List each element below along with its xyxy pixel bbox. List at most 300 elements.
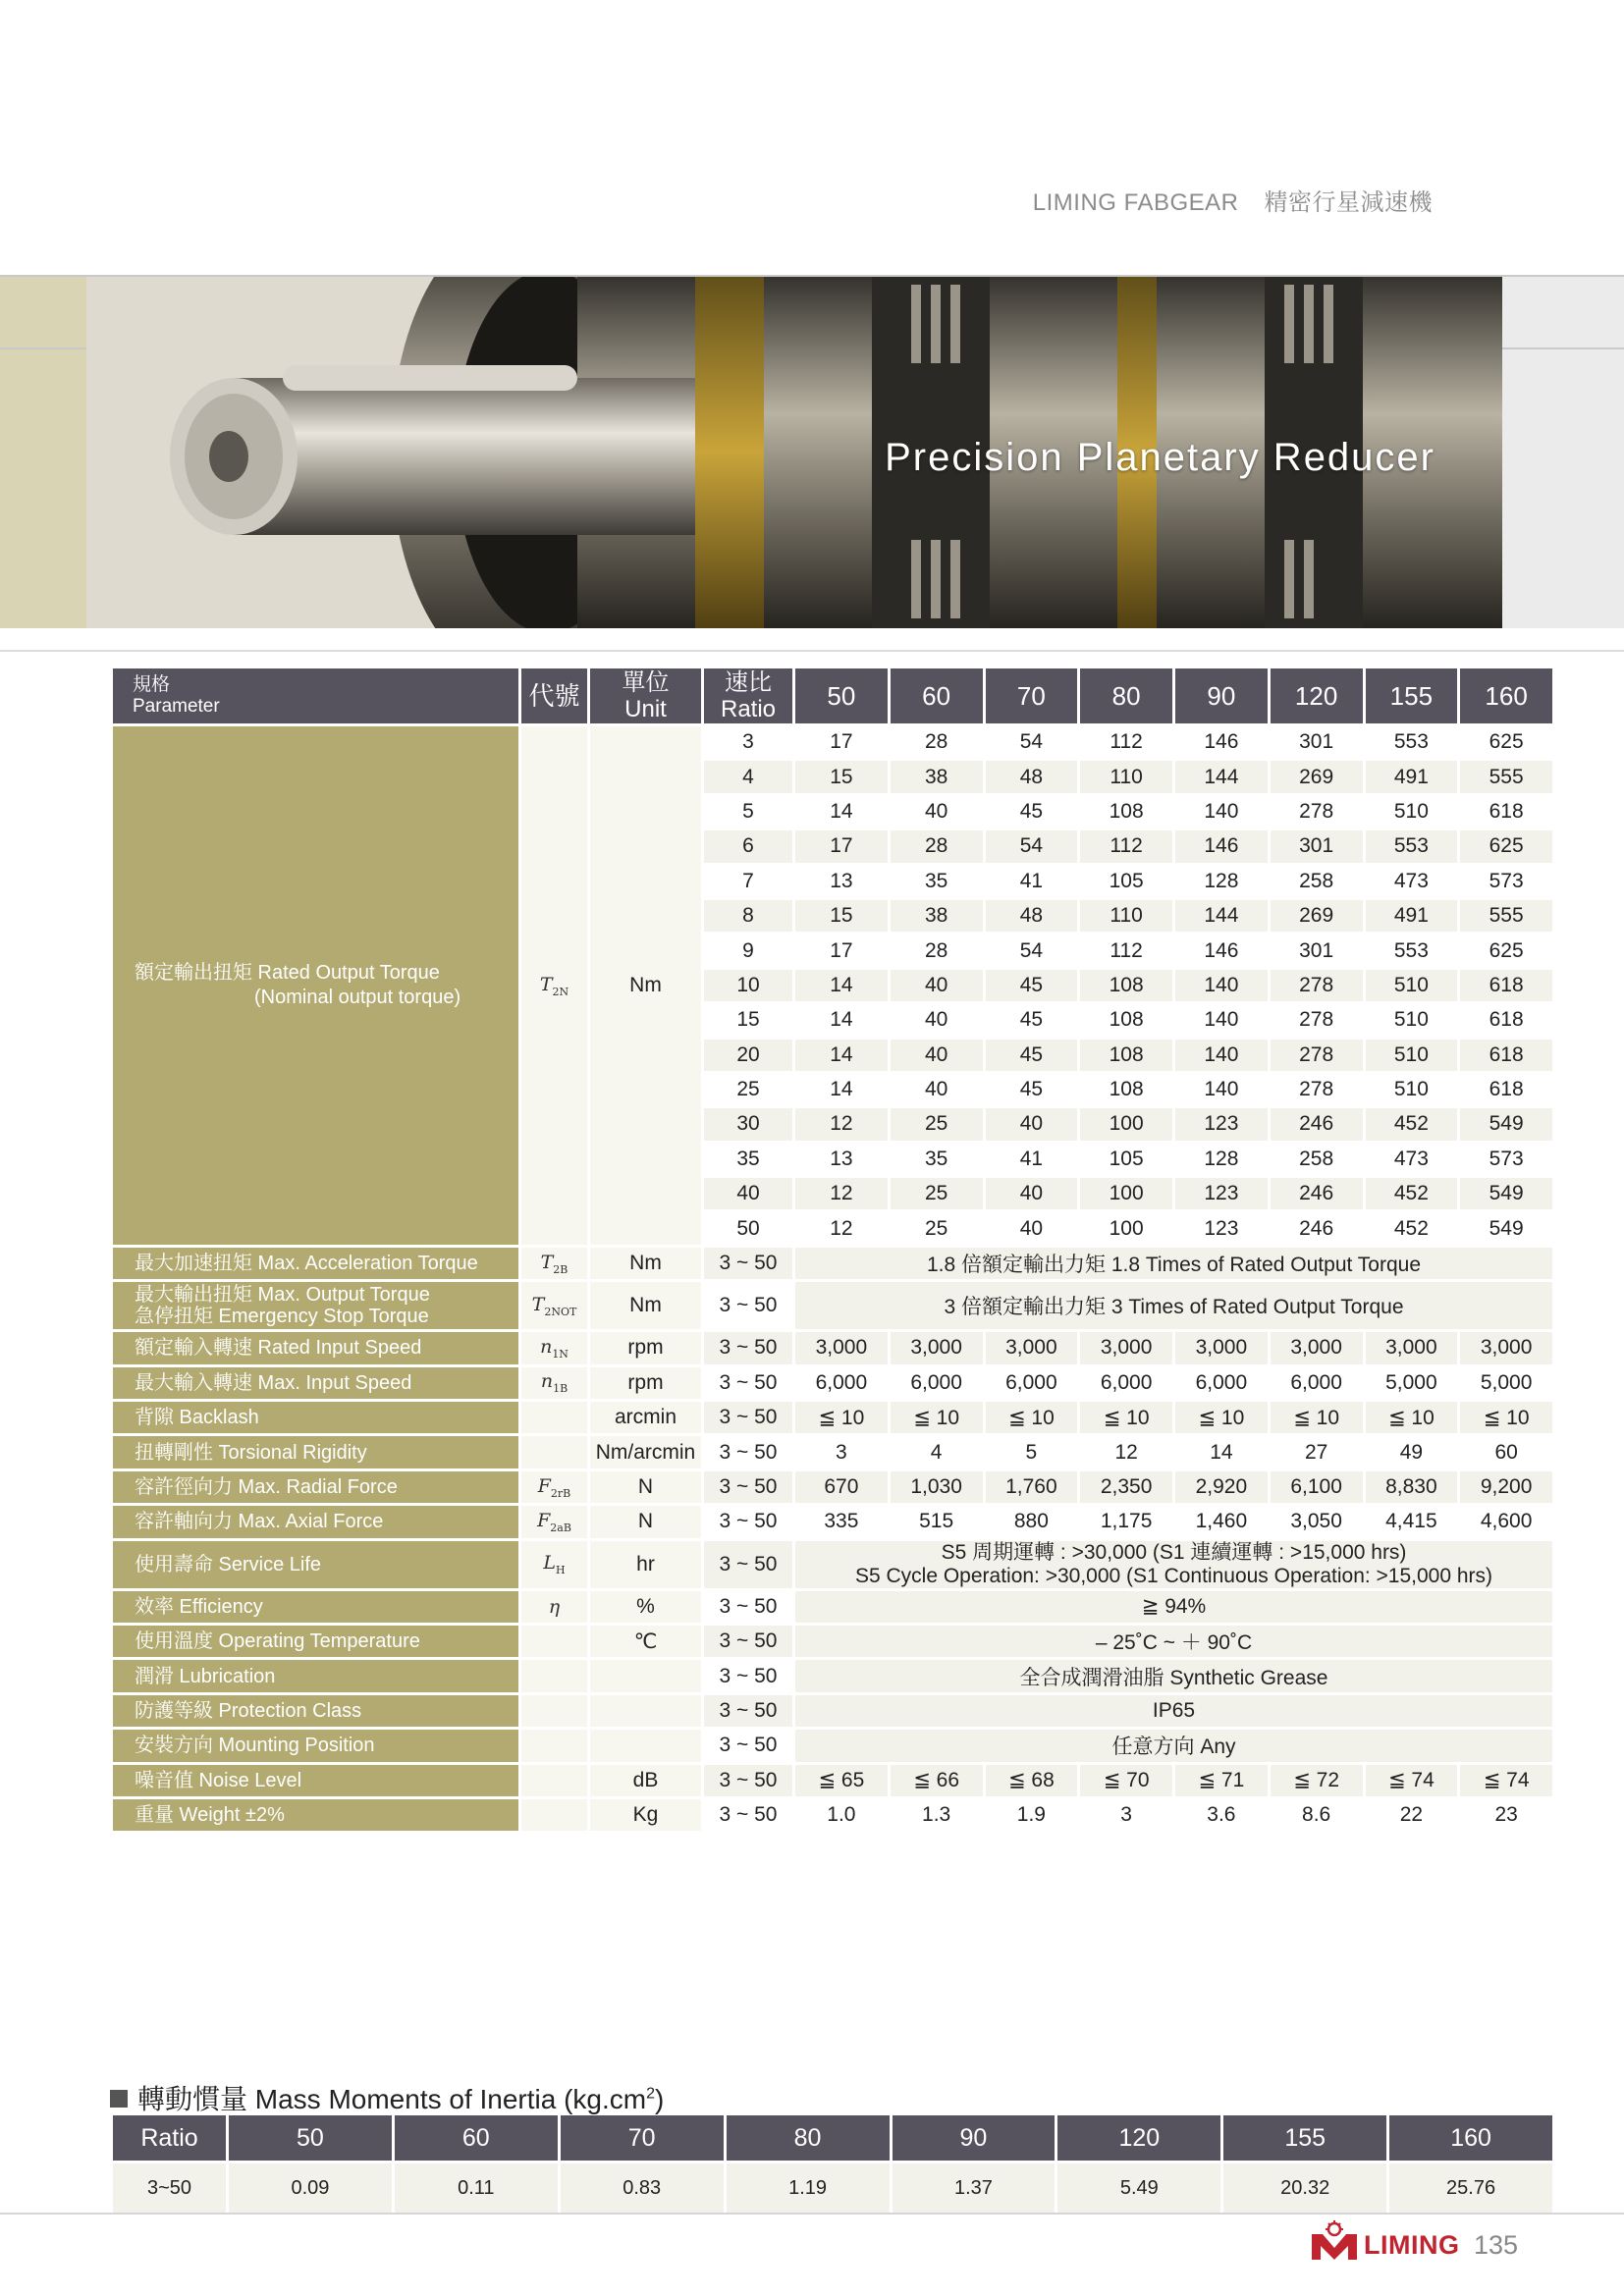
unit-cell: Kg	[590, 1799, 701, 1831]
value-cell: 108	[1080, 1040, 1172, 1071]
table-row	[113, 1332, 1552, 1363]
value-cell: 618	[1460, 1040, 1552, 1071]
inertia-header-row	[113, 2115, 1552, 2161]
value-cell: ≦ 72	[1271, 1765, 1363, 1796]
param-operating-temperature: 使用溫度 Operating Temperature	[113, 1626, 518, 1657]
value-cell: 6,000	[795, 1367, 888, 1399]
value-cell: 625	[1460, 934, 1552, 966]
value-cell: 278	[1271, 1004, 1363, 1036]
value-cell: 246	[1271, 1108, 1363, 1140]
value-cell: 13	[795, 1144, 888, 1175]
symbol-cell: $F_{2rB}$	[521, 1471, 587, 1503]
param-weight: 重量 Weight ±2%	[113, 1799, 518, 1831]
ratio-cell: 3 ~ 50	[704, 1506, 792, 1537]
value-cell: 45	[986, 1074, 1078, 1105]
inertia-header-cell: 60	[395, 2115, 558, 2161]
value-cell: 12	[795, 1178, 888, 1209]
value-cell: 54	[986, 830, 1078, 862]
ratio-cell: 3 ~ 50	[704, 1765, 792, 1796]
value-cell: 3	[795, 1436, 888, 1468]
value-cell: 6,000	[1175, 1367, 1268, 1399]
value-cell: 278	[1271, 796, 1363, 828]
param-rated-input-speed: 額定輸入轉速 Rated Input Speed	[113, 1332, 518, 1363]
value-cell: 140	[1175, 796, 1268, 828]
ratio-cell: 50	[704, 1212, 792, 1244]
ratio-cell: 40	[704, 1178, 792, 1209]
value-cell: 9,200	[1460, 1471, 1552, 1503]
value-cell: 625	[1460, 830, 1552, 862]
unit-cell: %	[590, 1591, 701, 1623]
unit-cell: rpm	[590, 1332, 701, 1363]
value-cell: 49	[1366, 1436, 1458, 1468]
size-header: 155	[1366, 668, 1458, 723]
value-cell: 123	[1175, 1108, 1268, 1140]
symbol-cell: $T_{2N}$	[521, 726, 587, 1245]
symbol-cell	[521, 1436, 587, 1468]
ratio-cell: 10	[704, 970, 792, 1001]
product-banner	[0, 275, 1624, 628]
inertia-header-cell: 80	[727, 2115, 890, 2161]
value-cell: 510	[1366, 1004, 1458, 1036]
inertia-table	[110, 2112, 1555, 2216]
value-cell: 35	[891, 866, 983, 897]
inertia-value-cell: 0.11	[395, 2163, 558, 2213]
liming-logo-icon	[1309, 2220, 1360, 2262]
value-cell: 45	[986, 1004, 1078, 1036]
ratio-header: 速比 Ratio	[704, 668, 792, 723]
inertia-value-cell: 25.76	[1389, 2163, 1552, 2213]
unit-cell	[590, 1695, 701, 1727]
symbol-cell	[521, 1660, 587, 1691]
header-subtitle: 精密行星減速機	[1264, 188, 1433, 216]
size-header: 80	[1080, 668, 1172, 723]
symbol-cell: $T_{2NOT}$	[521, 1282, 587, 1329]
value-cell: 269	[1271, 761, 1363, 792]
value-cell: ≦ 10	[891, 1402, 983, 1433]
value-cell: 28	[891, 934, 983, 966]
value-cell: 15	[795, 900, 888, 932]
param-max-axial-force: 容許軸向力 Max. Axial Force	[113, 1506, 518, 1537]
value-cell: 14	[795, 1074, 888, 1105]
value-cell: ≦ 65	[795, 1765, 888, 1796]
param-efficiency: 效率 Efficiency	[113, 1591, 518, 1623]
square-bullet-icon	[110, 2090, 128, 2108]
value-cell: 40	[891, 796, 983, 828]
param-noise-level: 噪音值 Noise Level	[113, 1765, 518, 1796]
unit-cell: Nm/arcmin	[590, 1436, 701, 1468]
value-cell: 3,000	[891, 1332, 983, 1363]
value-cell: 8.6	[1271, 1799, 1363, 1831]
page-header	[1033, 183, 1433, 217]
value-cell: 140	[1175, 970, 1268, 1001]
value-cell: 880	[986, 1506, 1078, 1537]
header-brand: LIMING FABGEAR	[1032, 189, 1239, 216]
value-cell: 41	[986, 1144, 1078, 1175]
merged-value-cell: IP65	[795, 1695, 1552, 1727]
value-cell: ≦ 10	[1175, 1402, 1268, 1433]
ratio-cell: 3 ~ 50	[704, 1660, 792, 1691]
unit-cell	[590, 1730, 701, 1761]
table-row	[113, 1591, 1552, 1623]
value-cell: 100	[1080, 1212, 1172, 1244]
footer-rule	[0, 2213, 1624, 2215]
table-row	[113, 1471, 1552, 1503]
spec-table	[110, 666, 1555, 1834]
footer-brand: LIMING	[1364, 2230, 1460, 2260]
param-rated-output-torque: 額定輸出扭矩 Rated Output Torque (Nominal output torque)	[113, 726, 518, 1245]
value-cell: 3,050	[1271, 1506, 1363, 1537]
value-cell: ≦ 10	[1271, 1402, 1363, 1433]
value-cell: 2,350	[1080, 1471, 1172, 1503]
value-cell: 146	[1175, 726, 1268, 758]
table-row	[113, 1436, 1552, 1468]
param-lubrication: 潤滑 Lubrication	[113, 1660, 518, 1691]
value-cell: 3,000	[986, 1332, 1078, 1363]
value-cell: 3,000	[1366, 1332, 1458, 1363]
symbol-cell	[521, 1626, 587, 1657]
value-cell: 473	[1366, 866, 1458, 897]
value-cell: 12	[795, 1212, 888, 1244]
value-cell: 54	[986, 726, 1078, 758]
value-cell: 3,000	[1271, 1332, 1363, 1363]
value-cell: 25	[891, 1212, 983, 1244]
symbol-cell: $L_H$	[521, 1541, 587, 1588]
value-cell: 146	[1175, 934, 1268, 966]
ratio-cell: 3 ~ 50	[704, 1471, 792, 1503]
value-cell: 278	[1271, 1040, 1363, 1071]
merged-value-cell: 1.8 倍額定輸出力矩 1.8 Times of Rated Output Torque	[795, 1248, 1552, 1279]
inertia-header-cell: 160	[1389, 2115, 1552, 2161]
value-cell: 473	[1366, 1144, 1458, 1175]
value-cell: 553	[1366, 934, 1458, 966]
value-cell: 15	[795, 761, 888, 792]
param-service-life: 使用壽命 Service Life	[113, 1541, 518, 1588]
value-cell: 5	[986, 1436, 1078, 1468]
inertia-header-cell: 155	[1223, 2115, 1386, 2161]
inertia-title: 轉動慣量 Mass Moments of Inertia $(kg.cm^2)$	[110, 2078, 664, 2117]
inertia-header-cell: Ratio	[113, 2115, 226, 2161]
value-cell: 1.3	[891, 1799, 983, 1831]
value-cell: 140	[1175, 1040, 1268, 1071]
value-cell: 40	[986, 1212, 1078, 1244]
unit-cell: hr	[590, 1541, 701, 1588]
ratio-cell: 3 ~ 50	[704, 1799, 792, 1831]
value-cell: 100	[1080, 1108, 1172, 1140]
value-cell: 4	[891, 1436, 983, 1468]
ratio-cell: 9	[704, 934, 792, 966]
banner-top-rule	[0, 275, 1624, 277]
ratio-cell: 3	[704, 726, 792, 758]
unit-cell: dB	[590, 1765, 701, 1796]
unit-cell: N	[590, 1471, 701, 1503]
value-cell: 17	[795, 934, 888, 966]
value-cell: 140	[1175, 1004, 1268, 1036]
value-cell: 510	[1366, 796, 1458, 828]
value-cell: 123	[1175, 1212, 1268, 1244]
value-cell: 100	[1080, 1178, 1172, 1209]
ratio-cell: 30	[704, 1108, 792, 1140]
value-cell: 258	[1271, 866, 1363, 897]
merged-value-cell: 全合成潤滑油脂 Synthetic Grease	[795, 1660, 1552, 1691]
param-max-acceleration-torque: 最大加速扭矩 Max. Acceleration Torque	[113, 1248, 518, 1279]
inertia-value-cell: 0.83	[561, 2163, 724, 2213]
size-header: 120	[1271, 668, 1363, 723]
size-header: 60	[891, 668, 983, 723]
value-cell: 1,030	[891, 1471, 983, 1503]
param-max-output-torque: 最大輸出扭矩 Max. Output Torque 急停扭矩 Emergency Stop Torque	[113, 1282, 518, 1329]
value-cell: ≦ 71	[1175, 1765, 1268, 1796]
value-cell: 1,760	[986, 1471, 1078, 1503]
value-cell: 618	[1460, 1074, 1552, 1105]
ratio-cell: 3 ~ 50	[704, 1541, 792, 1588]
table-row	[113, 1402, 1552, 1433]
value-cell: 269	[1271, 900, 1363, 932]
param-mounting-position: 安裝方向 Mounting Position	[113, 1730, 518, 1761]
inertia-header-cell: 120	[1057, 2115, 1220, 2161]
value-cell: 108	[1080, 796, 1172, 828]
value-cell: 5,000	[1366, 1367, 1458, 1399]
inertia-value-cell: 5.49	[1057, 2163, 1220, 2213]
merged-value-cell: 3 倍額定輸出力矩 3 Times of Rated Output Torque	[795, 1282, 1552, 1329]
merged-value-cell: ≧ 94%	[795, 1591, 1552, 1623]
ratio-cell: 35	[704, 1144, 792, 1175]
value-cell: 1,460	[1175, 1506, 1268, 1537]
ratio-cell: 3 ~ 50	[704, 1626, 792, 1657]
value-cell: 40	[891, 1074, 983, 1105]
value-cell: 41	[986, 866, 1078, 897]
value-cell: 14	[795, 796, 888, 828]
value-cell: 452	[1366, 1108, 1458, 1140]
value-cell: 48	[986, 761, 1078, 792]
value-cell: 17	[795, 726, 888, 758]
ratio-cell: 4	[704, 761, 792, 792]
symbol-cell	[521, 1765, 587, 1796]
ratio-cell: 3 ~ 50	[704, 1591, 792, 1623]
ratio-cell: 5	[704, 796, 792, 828]
value-cell: 3,000	[1080, 1332, 1172, 1363]
value-cell: 6,000	[1080, 1367, 1172, 1399]
unit-cell	[590, 1660, 701, 1691]
value-cell: 573	[1460, 1144, 1552, 1175]
merged-value-cell: S5 周期運轉 : >30,000 (S1 連續運轉 : >15,000 hrs) S5 Cycle Operation: >30,000 (S1 Continuous Operation: >15,000 hrs)	[795, 1541, 1552, 1588]
symbol-cell: $T_{2B}$	[521, 1248, 587, 1279]
value-cell: 618	[1460, 796, 1552, 828]
inertia-data-row	[113, 2163, 1552, 2213]
table-row	[113, 1660, 1552, 1691]
value-cell: 38	[891, 900, 983, 932]
value-cell: 3,000	[1460, 1332, 1552, 1363]
merged-value-cell: 任意方向 Any	[795, 1730, 1552, 1761]
table-row	[113, 1799, 1552, 1831]
value-cell: 452	[1366, 1178, 1458, 1209]
unit-cell: rpm	[590, 1367, 701, 1399]
unit-cell: N	[590, 1506, 701, 1537]
unit-cell: ℃	[590, 1626, 701, 1657]
value-cell: 6,000	[1271, 1367, 1363, 1399]
value-cell: 8,830	[1366, 1471, 1458, 1503]
value-cell: 4,600	[1460, 1506, 1552, 1537]
banner-title: Precision Planetary Reducer	[885, 436, 1435, 479]
value-cell: 110	[1080, 900, 1172, 932]
ratio-cell: 7	[704, 866, 792, 897]
symbol-cell: $n_{1N}$	[521, 1332, 587, 1363]
value-cell: 38	[891, 761, 983, 792]
value-cell: 108	[1080, 970, 1172, 1001]
value-cell: 13	[795, 866, 888, 897]
value-cell: 108	[1080, 1004, 1172, 1036]
value-cell: 301	[1271, 934, 1363, 966]
param-protection-class: 防護等級 Protection Class	[113, 1695, 518, 1727]
value-cell: 17	[795, 830, 888, 862]
page-number: 135	[1474, 2230, 1519, 2260]
value-cell: 110	[1080, 761, 1172, 792]
value-cell: 625	[1460, 726, 1552, 758]
value-cell: 510	[1366, 1074, 1458, 1105]
value-cell: ≦ 10	[1460, 1402, 1552, 1433]
value-cell: 105	[1080, 866, 1172, 897]
symbol-cell: η	[521, 1591, 587, 1623]
value-cell: 128	[1175, 1144, 1268, 1175]
value-cell: 40	[986, 1178, 1078, 1209]
table-row	[113, 1248, 1552, 1279]
inertia-value-cell: 1.37	[893, 2163, 1056, 2213]
value-cell: 22	[1366, 1799, 1458, 1831]
value-cell: 6,000	[986, 1367, 1078, 1399]
table-row	[113, 1506, 1552, 1537]
ratio-cell: 3 ~ 50	[704, 1730, 792, 1761]
unit-cell: arcmin	[590, 1402, 701, 1433]
value-cell: ≦ 66	[891, 1765, 983, 1796]
value-cell: 45	[986, 1040, 1078, 1071]
value-cell: 14	[1175, 1436, 1268, 1468]
inertia-value-cell: 0.09	[229, 2163, 392, 2213]
value-cell: 3	[1080, 1799, 1172, 1831]
value-cell: 246	[1271, 1212, 1363, 1244]
ratio-cell: 3 ~ 50	[704, 1332, 792, 1363]
value-cell: 555	[1460, 900, 1552, 932]
value-cell: 40	[891, 1004, 983, 1036]
value-cell: ≦ 70	[1080, 1765, 1172, 1796]
value-cell: 14	[795, 1004, 888, 1036]
ratio-cell: 3 ~ 50	[704, 1367, 792, 1399]
ratio-cell: 3 ~ 50	[704, 1248, 792, 1279]
value-cell: 335	[795, 1506, 888, 1537]
inertia-header-cell: 70	[561, 2115, 724, 2161]
value-cell: 6,100	[1271, 1471, 1363, 1503]
value-cell: 553	[1366, 726, 1458, 758]
table-row	[113, 1626, 1552, 1657]
value-cell: 491	[1366, 900, 1458, 932]
value-cell: 1.9	[986, 1799, 1078, 1831]
value-cell: 510	[1366, 970, 1458, 1001]
symbol-cell	[521, 1730, 587, 1761]
unit-cell: Nm	[590, 726, 701, 1245]
value-cell: 146	[1175, 830, 1268, 862]
value-cell: 12	[1080, 1436, 1172, 1468]
param-max-radial-force: 容許徑向力 Max. Radial Force	[113, 1471, 518, 1503]
value-cell: 108	[1080, 1074, 1172, 1105]
merged-value-cell: – 25˚C ~ ＋ 90˚C	[795, 1626, 1552, 1657]
value-cell: 278	[1271, 1074, 1363, 1105]
ratio-cell: 3 ~ 50	[704, 1282, 792, 1329]
param-torsional-rigidity: 扭轉剛性 Torsional Rigidity	[113, 1436, 518, 1468]
value-cell: 23	[1460, 1799, 1552, 1831]
value-cell: ≦ 68	[986, 1765, 1078, 1796]
value-cell: 25	[891, 1108, 983, 1140]
value-cell: ≦ 74	[1460, 1765, 1552, 1796]
ratio-cell: 8	[704, 900, 792, 932]
value-cell: 45	[986, 796, 1078, 828]
param-header: 規格 Parameter	[113, 668, 518, 723]
symbol-cell	[521, 1695, 587, 1727]
value-cell: 12	[795, 1108, 888, 1140]
value-cell: ≦ 10	[986, 1402, 1078, 1433]
divider	[0, 650, 1624, 652]
value-cell: 128	[1175, 866, 1268, 897]
ratio-cell: 3 ~ 50	[704, 1436, 792, 1468]
value-cell: 515	[891, 1506, 983, 1537]
value-cell: 1,175	[1080, 1506, 1172, 1537]
value-cell: 618	[1460, 970, 1552, 1001]
value-cell: 3.6	[1175, 1799, 1268, 1831]
param-backlash: 背隙 Backlash	[113, 1402, 518, 1433]
size-header: 160	[1460, 668, 1552, 723]
value-cell: 25	[891, 1178, 983, 1209]
value-cell: 45	[986, 970, 1078, 1001]
value-cell: 14	[795, 970, 888, 1001]
value-cell: 105	[1080, 1144, 1172, 1175]
inertia-value-cell: 3~50	[113, 2163, 226, 2213]
value-cell: 123	[1175, 1178, 1268, 1209]
value-cell: ≦ 10	[1080, 1402, 1172, 1433]
value-cell: 246	[1271, 1178, 1363, 1209]
size-header: 70	[986, 668, 1078, 723]
value-cell: 140	[1175, 1074, 1268, 1105]
value-cell: 452	[1366, 1212, 1458, 1244]
symbol-cell	[521, 1402, 587, 1433]
value-cell: 27	[1271, 1436, 1363, 1468]
value-cell: 278	[1271, 970, 1363, 1001]
value-cell: 54	[986, 934, 1078, 966]
size-header: 50	[795, 668, 888, 723]
inertia-value-cell: 1.19	[727, 2163, 890, 2213]
unit-cell: Nm	[590, 1248, 701, 1279]
value-cell: 40	[986, 1108, 1078, 1140]
ratio-cell: 6	[704, 830, 792, 862]
spec-header-row	[113, 668, 1552, 723]
value-cell: ≦ 10	[795, 1402, 888, 1433]
table-row	[113, 1541, 1552, 1588]
value-cell: 301	[1271, 830, 1363, 862]
inertia-header-cell: 50	[229, 2115, 392, 2161]
value-cell: 510	[1366, 1040, 1458, 1071]
value-cell: 3,000	[1175, 1332, 1268, 1363]
value-cell: 40	[891, 1040, 983, 1071]
table-row	[113, 1765, 1552, 1796]
size-header: 90	[1175, 668, 1268, 723]
table-row	[113, 1730, 1552, 1761]
value-cell: 301	[1271, 726, 1363, 758]
value-cell: 1.0	[795, 1799, 888, 1831]
value-cell: 48	[986, 900, 1078, 932]
value-cell: 14	[795, 1040, 888, 1071]
unit-cell: Nm	[590, 1282, 701, 1329]
value-cell: 112	[1080, 726, 1172, 758]
table-row	[113, 1282, 1552, 1329]
value-cell: 555	[1460, 761, 1552, 792]
table-row	[113, 726, 1552, 758]
value-cell: 28	[891, 830, 983, 862]
